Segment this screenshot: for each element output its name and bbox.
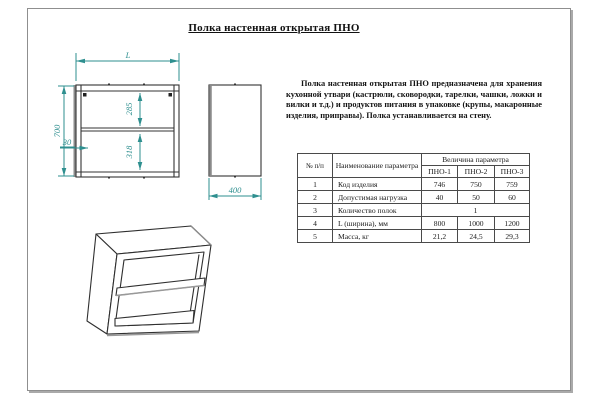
row-name: Масса, кг — [333, 230, 422, 243]
document-page — [27, 8, 571, 391]
dim-depth-400: 400 — [228, 185, 242, 195]
page-title: Полка настенная открытая ПНО — [188, 22, 360, 34]
row-num: 1 — [298, 178, 333, 191]
fastener-mark — [83, 93, 87, 97]
side-view-drawing — [209, 84, 261, 178]
row-name: Количество полок — [333, 204, 422, 217]
product-description: Полка настенная открытая ПНО предназначена для хранения кухонной утвари (кастрюли, сковородки, тарелки, чашки, ложки и вилки и т.д.) и продуктов питания в упаковке (крупы, макаронные изделия, приправы). Полка устанавливается на стену. — [286, 79, 542, 120]
row-value: 746 — [422, 178, 458, 191]
col-header-value-group: Величина параметра — [422, 154, 530, 166]
dim-width-L: L — [125, 50, 131, 60]
fastener-mark — [169, 93, 173, 97]
table-row — [298, 217, 530, 230]
table-row — [298, 230, 530, 243]
row-value-merged: 1 — [422, 204, 530, 217]
row-num: 5 — [298, 230, 333, 243]
table-header-row — [298, 154, 530, 166]
col-header-name: Наименование параметра — [333, 154, 422, 178]
row-num: 2 — [298, 191, 333, 204]
row-value: 1000 — [458, 217, 495, 230]
front-view-drawing — [75, 84, 180, 179]
row-value: 750 — [458, 178, 495, 191]
row-name: Допустимая нагрузка — [333, 191, 422, 204]
row-name: L (ширина), мм — [333, 217, 422, 230]
table-row — [298, 191, 530, 204]
row-value: 24,5 — [458, 230, 495, 243]
row-value: 21,2 — [422, 230, 458, 243]
table-row — [298, 178, 530, 191]
parameters-table — [297, 153, 530, 243]
row-num: 3 — [298, 204, 333, 217]
dim-thickness-30: 30 — [62, 137, 72, 147]
table-row — [298, 204, 530, 217]
isometric-view-drawing — [87, 226, 211, 336]
row-value: 800 — [422, 217, 458, 230]
dim-height-700: 700 — [52, 124, 62, 138]
col-header-num: № п/п — [298, 154, 333, 178]
row-value: 1200 — [495, 217, 530, 230]
row-num: 4 — [298, 217, 333, 230]
col-header-pno1: ПНО-1 — [422, 166, 458, 178]
row-value: 50 — [458, 191, 495, 204]
dim-lower-318: 318 — [124, 145, 134, 159]
row-name: Код изделия — [333, 178, 422, 191]
row-value: 60 — [495, 191, 530, 204]
row-value: 759 — [495, 178, 530, 191]
row-value: 40 — [422, 191, 458, 204]
row-value: 29,3 — [495, 230, 530, 243]
dim-upper-285: 285 — [124, 102, 134, 116]
col-header-pno2: ПНО-2 — [458, 166, 495, 178]
col-header-pno3: ПНО-3 — [495, 166, 530, 178]
